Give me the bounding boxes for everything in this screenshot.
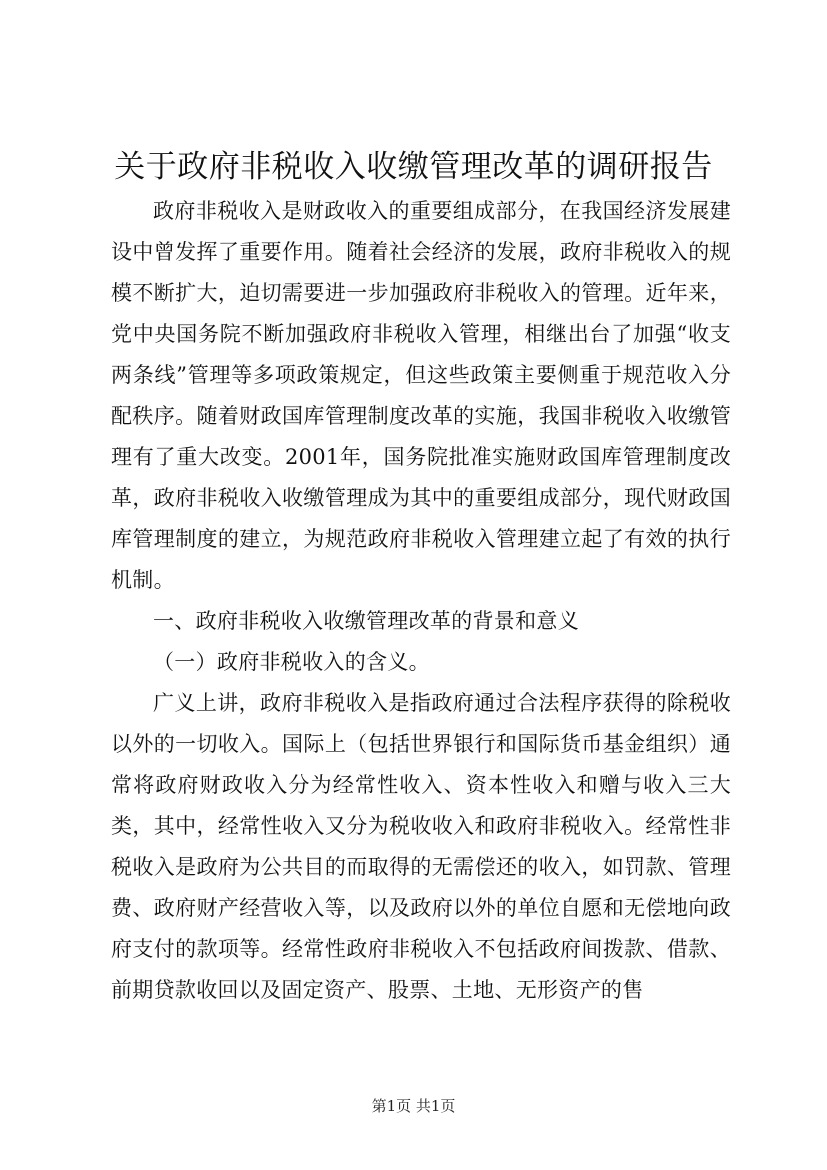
intro-paragraph: 政府非税收入是财政收入的重要组成部分，在我国经济发展建设中曾发挥了重要作用。随着社会经济的发展，政府非税收入的规模不断扩大，迫切需要进一步加强政府非税收入的管理。近年来，党中央国务院不断加强政府非税收入管理，相继出台了加强“收支两条线”管理等多项政策规定，但这些政策主要侧重于规范收入分配秩序。随着财政国库管理制度改革的实施，我国非税收入收缴管理有了重大改变。2001年，国务院批准实施财政国库管理制度改革，政府非税收入收缴管理成为其中的重要组成部分，现代财政国库管理制度的建立，为规范政府非税收入管理建立起了有效的执行机制。 [111, 199, 731, 592]
document-title: 关于政府非税收入收缴管理改革的调研报告 [114, 149, 713, 185]
page-footer: 第1页 共1页 [371, 1097, 456, 1115]
document-body [111, 191, 731, 1011]
section-heading-1: 一、政府非税收入收缴管理改革的背景和意义 [153, 609, 579, 633]
definition-paragraph: 广义上讲，政府非税收入是指政府通过合法程序获得的除税收以外的一切收入。国际上（包括世界银行和国际货币基金组织）通常将政府财政收入分为经常性收入、资本性收入和赠与收入三大类，其中，经常性收入又分为税收收入和政府非税收入。经常性非税收入是政府为公共目的而取得的无需偿还的收入，如罚款、管理费、政府财产经营收入等，以及政府以外的单位自愿和无偿地向政府支付的款项等。经常性政府非税收入不包括政府间拨款、借款、前期贷款收回以及固定资产、股票、土地、无形资产的售 [111, 691, 731, 1002]
subsection-heading-1: （一）政府非税收入的含义。 [153, 650, 430, 674]
